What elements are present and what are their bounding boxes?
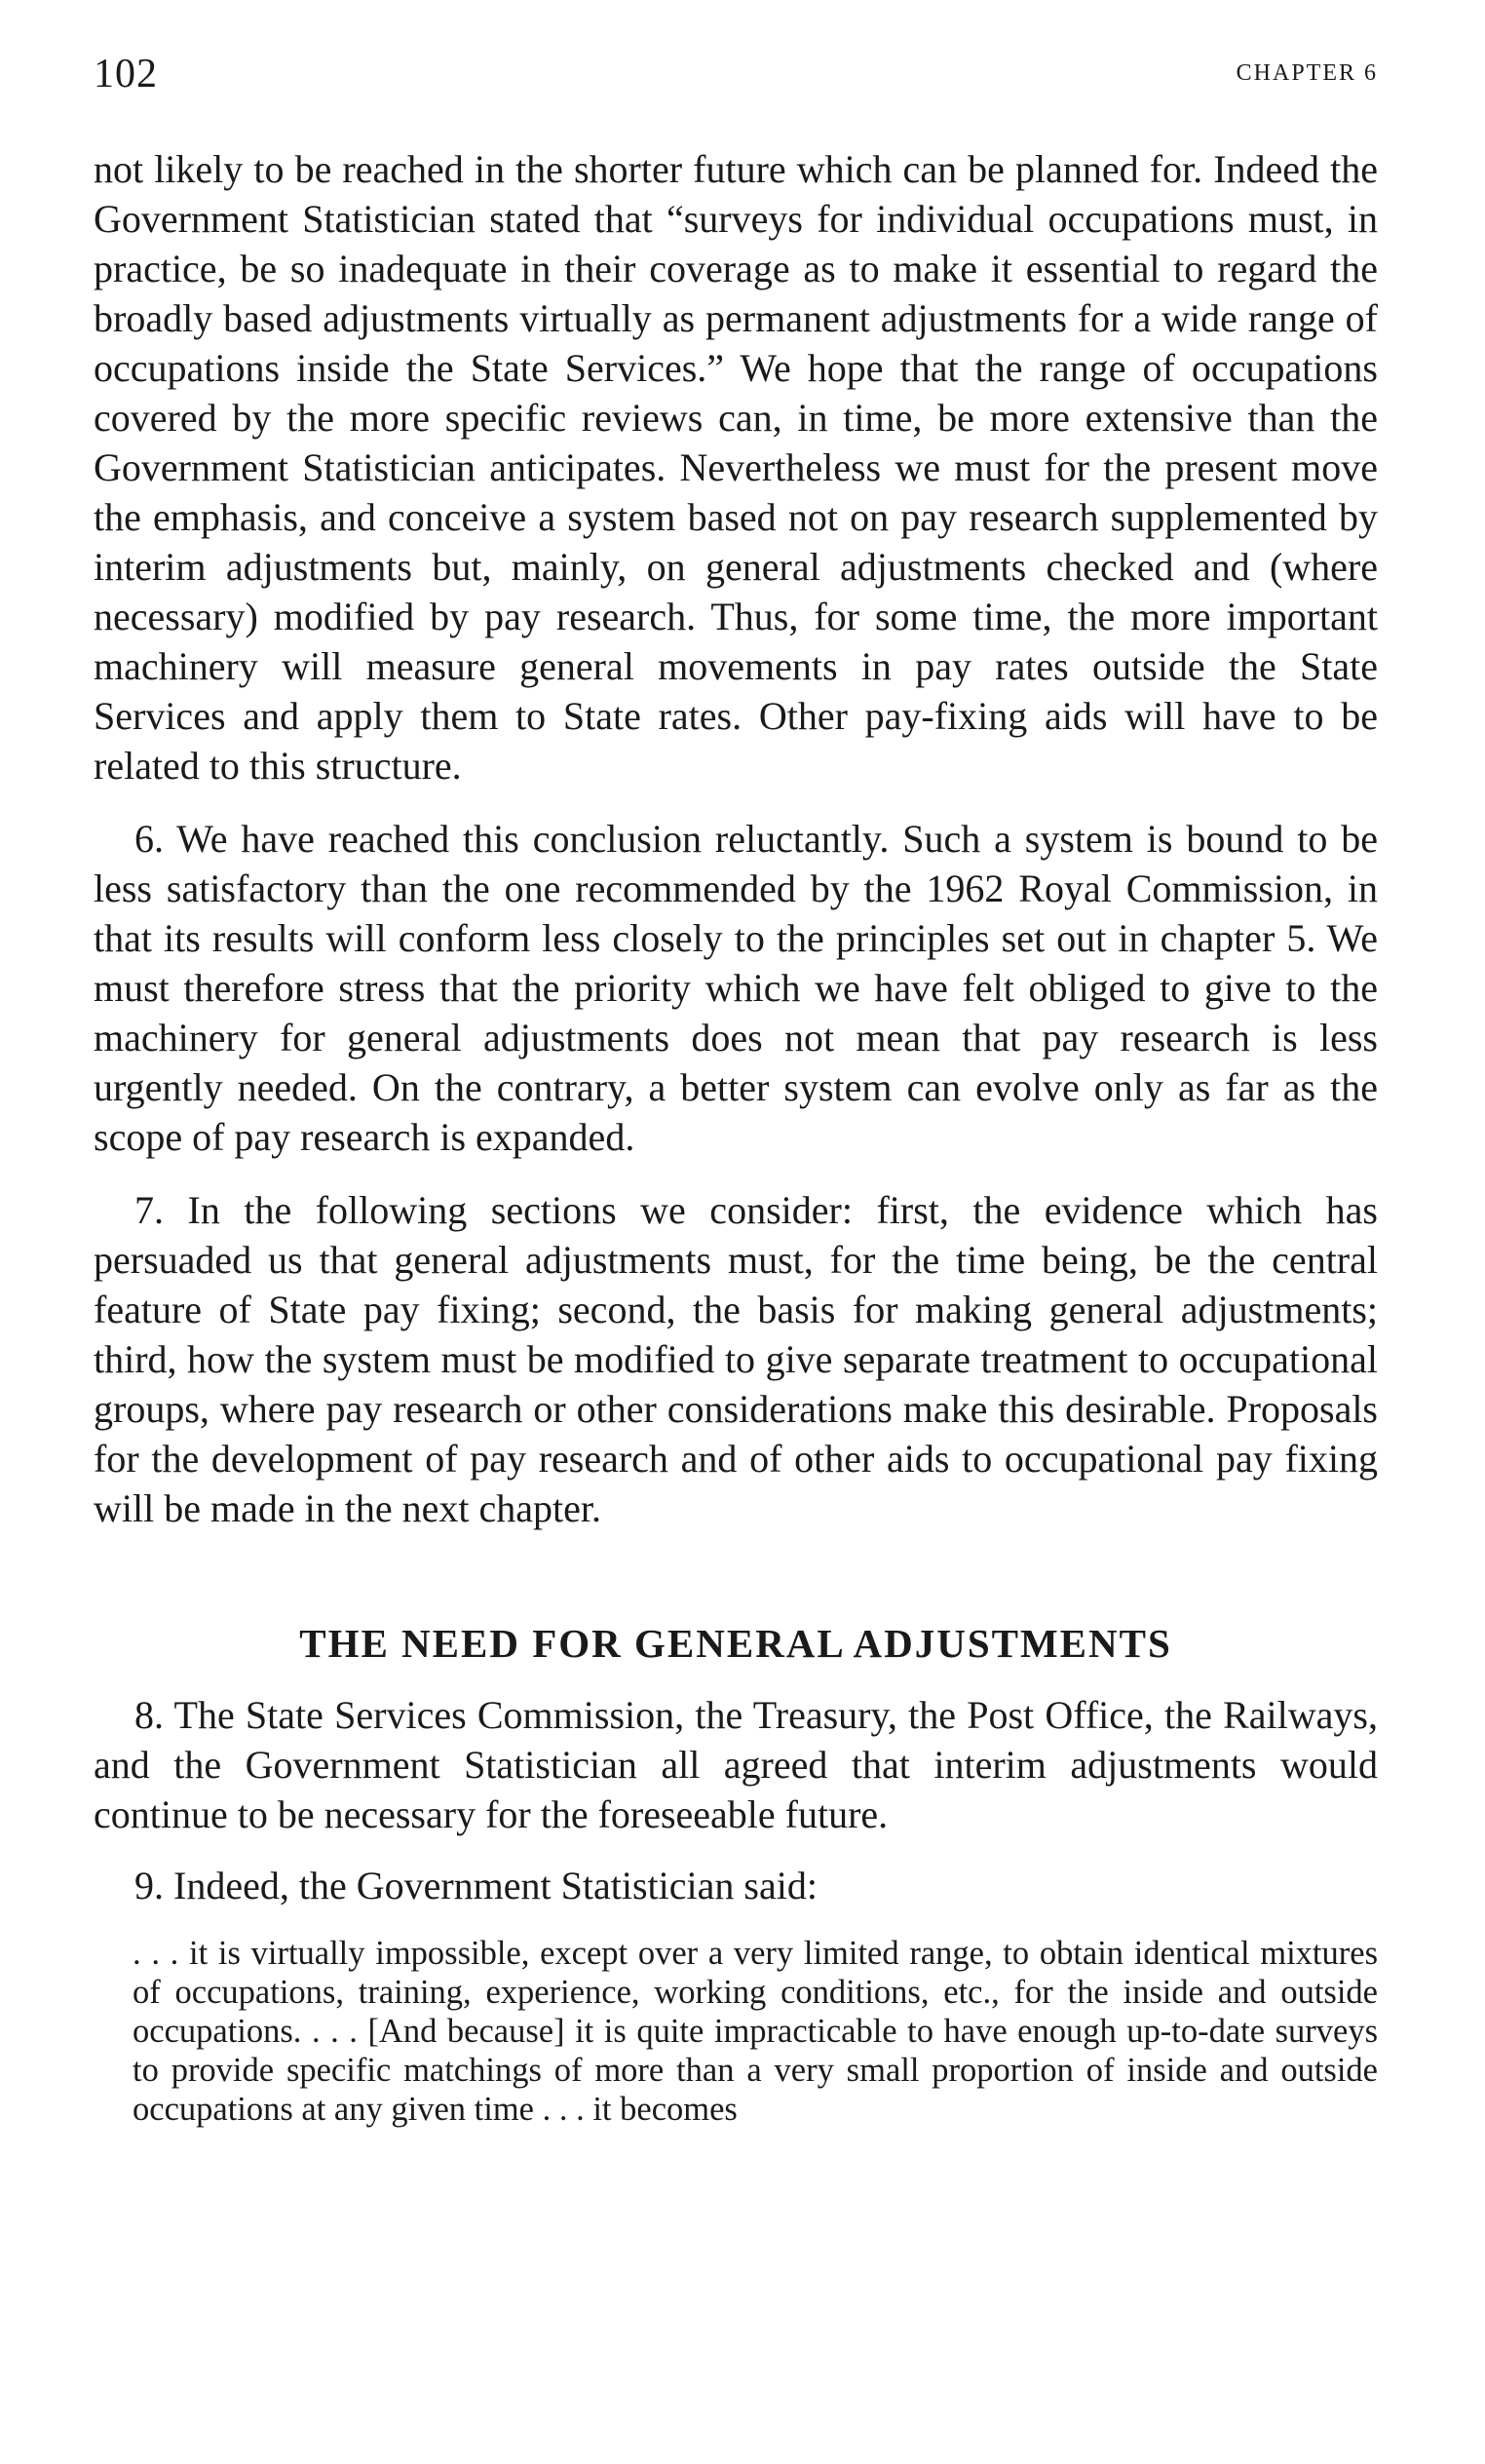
block-quote: . . . it is virtually impossible, except over a very limited range, to obtain identical mixtures of occupations, training, experience, working conditions, etc., for the inside and outside occupations. . . . [And because] it is quite impracticable to have enough up-to-date surveys to provide specific matchings of more than a very small proportion of inside and outside occupations at any given time . . . it becomes xyxy=(133,1935,1378,2128)
chapter-label: CHAPTER 6 xyxy=(1236,60,1378,86)
page-header xyxy=(94,51,1378,109)
paragraph-continued: not likely to be reached in the shorter future which can be planned for. Indeed the Government Statistician stated that “surveys for individual occupations must, in practice, be so inadequate in their coverage as to make it essential to regard the broadly based adjustments virtually as permanent adjustments for a wide range of occupations inside the State Services.” We hope that the range of occupations covered by the more specific reviews can, in time, be more extensive than the Government Statistician anticipates. Nevertheless we must for the present move the emphasis, and conceive a system based not on pay research supplemented by interim adjustments but, mainly, on general adjustments checked and (where necessary) modified by pay research. Thus, for some time, the more important machinery will measure general movements in pay rates outside the State Services and apply them to State rates. Other pay-fixing aids will have to be related to this structure. xyxy=(94,147,1378,788)
paragraph-9: 9. Indeed, the Government Statistician said: xyxy=(134,1864,818,1907)
section-heading: THE NEED FOR GENERAL ADJUSTMENTS xyxy=(299,1621,1172,1666)
paragraph-7: 7. In the following sections we consider: first, the evidence which has persuaded us that general adjustments must, for the time being, be the central feature of State pay fixing; second, the basis for making general adjustments; third, how the system must be modified to give separate treatment to occupational groups, where pay research or other considerations make this desirable. Proposals for the development of pay research and of other aids to occupational pay fixing will be made in the next chapter. xyxy=(94,1188,1378,1530)
page-number: 102 xyxy=(94,52,158,96)
body-text xyxy=(94,144,1378,2129)
paragraph-6: 6. We have reached this conclusion reluctantly. Such a system is bound to be less satisfactory than the one recommended by the 1962 Royal Commission, in that its results will conform less closely to the principles set out in chapter 5. We must therefore stress that the priority which we have felt obliged to give to the machinery for general adjustments does not mean that pay research is less urgently needed. On the contrary, a better system can evolve only as far as the scope of pay research is expanded. xyxy=(94,817,1378,1159)
paragraph-8: 8. The State Services Commission, the Treasury, the Post Office, the Railways, and the Government Statistician all agreed that interim adjustments would continue to be necessary for the foreseeable future. xyxy=(94,1693,1378,1836)
